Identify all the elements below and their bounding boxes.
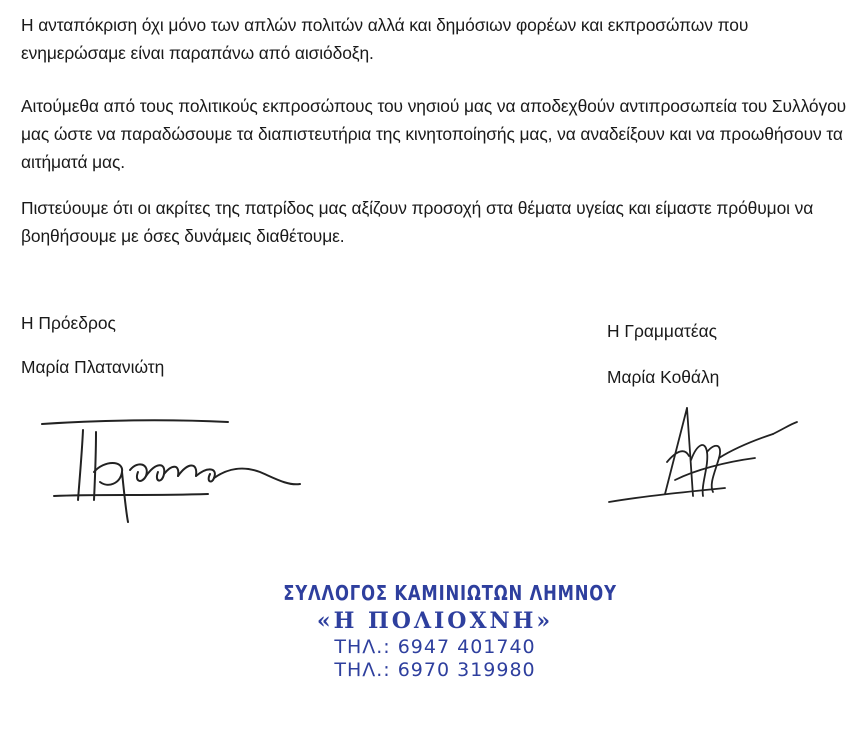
president-role: Η Πρόεδρος	[21, 313, 116, 333]
stamp-association-name: ΣΥΛΛΟΓΟΣ ΚΑΜΙΝΙΩΤΩΝ ΛΗΜΝΟΥ	[283, 581, 617, 605]
stamp-phone-1: ΤΗΛ.: 6947 401740	[334, 636, 536, 658]
secretary-role: Η Γραμματέας	[607, 321, 718, 341]
association-stamp	[250, 580, 620, 682]
president-signature	[38, 412, 318, 532]
secretary-signature	[605, 400, 805, 515]
paragraph-request: Αιτούμεθα από τους πολιτικούς εκπροσώπους του νησιού μας να αποδεχθούν αντιπροσωπεία του Συλλόγου μας ώστε να παραδώσουμε τα διαπιστευτήρια της κινητοποίησής μας, να αναδείξουν και να προωθήσουν τα αιτήματά μας.	[21, 96, 847, 172]
secretary-name: Μαρία Κοθάλη	[607, 367, 720, 387]
paragraph-belief: Πιστεύουμε ότι οι ακρίτες της πατρίδος μας αξίζουν προσοχή στα θέματα υγείας και είμαστε πρόθυμοι να βοηθήσουμε με όσες δυνάμεις διαθέτουμε.	[21, 198, 814, 246]
paragraph-response: Η ανταπόκριση όχι μόνο των απλών πολιτών αλλά και δημόσιων φορέων και εκπροσώπων που ενημερώσαμε είναι παραπάνω από αισιόδοξη.	[21, 15, 749, 63]
president-name: Μαρία Πλατανιώτη	[21, 357, 165, 377]
stamp-phone-2: ΤΗΛ.: 6970 319980	[334, 659, 536, 681]
stamp-association-subtitle: «Η ΠΟΛΙΟΧΝΗ»	[316, 608, 554, 634]
